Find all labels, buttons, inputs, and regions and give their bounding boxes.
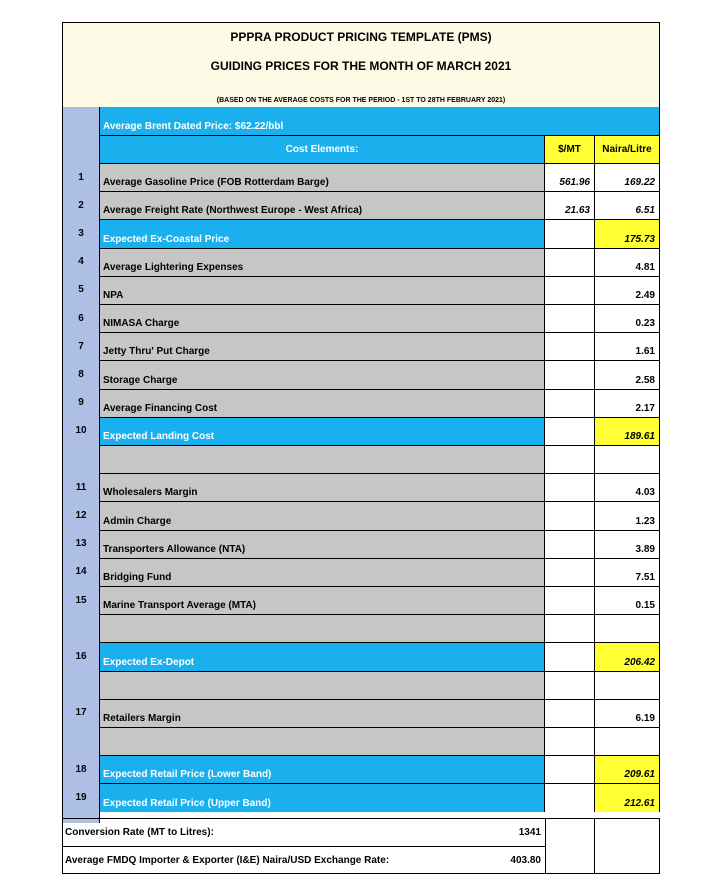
naira-litre-cell-text: 0.15 — [635, 600, 655, 612]
naira-litre-cell-text: 1.23 — [635, 515, 655, 527]
cost-element-label-text: Average Lightering Expenses — [103, 261, 244, 273]
cost-element-label-text: Bridging Fund — [103, 571, 172, 583]
cost-element-label — [100, 755, 545, 783]
cost-element-label — [100, 586, 545, 614]
row-number-text: 6 — [78, 312, 84, 324]
cost-element-label — [100, 530, 545, 558]
usd-mt-cell — [545, 389, 595, 417]
row-number — [62, 276, 100, 304]
naira-litre-cell — [595, 699, 660, 727]
cost-element-label-text: Average Gasoline Price (FOB Rotterdam Barge) — [103, 177, 329, 189]
conversion-rate-label: Conversion Rate (MT to Litres): — [65, 827, 214, 838]
naira-litre-cell-text: 175.73 — [624, 233, 655, 245]
row-number — [62, 445, 100, 473]
usd-mt-cell-text: 561.96 — [559, 177, 590, 189]
cost-element-label-text: Expected Retail Price (Lower Band) — [103, 769, 272, 781]
cost-element-label-text: Expected Landing Cost — [103, 430, 215, 442]
row-number-text: 15 — [75, 594, 87, 606]
row-number — [62, 360, 100, 388]
usd-mt-cell — [545, 783, 595, 811]
row-number — [62, 417, 100, 445]
naira-litre-cell — [595, 501, 660, 529]
cost-element-label-text: Transporters Allowance (NTA) — [103, 543, 246, 555]
usd-mt-cell — [545, 248, 595, 276]
row-number — [62, 219, 100, 247]
cost-element-label-text: NPA — [103, 289, 124, 301]
naira-litre-cell — [595, 530, 660, 558]
page-subtitle — [62, 51, 660, 81]
period-note-text: (BASED ON THE AVERAGE COSTS FOR THE PERIOD - 1ST TO 28TH FEBRUARY 2021) — [216, 97, 506, 104]
cost-element-label-text: Average Freight Rate (Northwest Europe - West Africa) — [103, 205, 363, 217]
column-header-naira-litre-text: Naira/Litre — [602, 144, 652, 155]
usd-mt-cell — [545, 671, 595, 699]
cost-element-label-text: Expected Retail Price (Upper Band) — [103, 797, 271, 809]
page-title-text: PPPRA PRODUCT PRICING TEMPLATE (PMS) — [230, 30, 492, 44]
naira-litre-cell-text: 0.23 — [635, 318, 655, 330]
cost-element-label — [100, 417, 545, 445]
usd-mt-cell — [545, 699, 595, 727]
column-header-usd-mt-text: $/MT — [558, 144, 581, 155]
row-number-text: 8 — [78, 368, 84, 380]
cost-element-label — [100, 360, 545, 388]
cost-element-label — [100, 614, 545, 642]
row-number-text: 11 — [75, 481, 87, 493]
cost-element-label-text: Expected Ex-Coastal Price — [103, 233, 230, 245]
cost-element-label — [100, 783, 545, 811]
row-number — [62, 783, 100, 811]
cost-element-label-text: Jetty Thru' Put Charge — [103, 346, 210, 358]
row-number-text: 12 — [75, 509, 87, 521]
usd-mt-cell — [545, 558, 595, 586]
cost-element-label-text: Expected Ex-Depot — [103, 656, 195, 668]
row-number — [62, 642, 100, 670]
usd-mt-cell — [545, 501, 595, 529]
naira-litre-cell-text: 2.49 — [635, 289, 655, 301]
row-number-text: 1 — [78, 171, 84, 183]
cost-element-label-text: Storage Charge — [103, 374, 178, 386]
naira-litre-cell — [595, 163, 660, 191]
usd-mt-cell — [545, 163, 595, 191]
naira-litre-cell-text: 209.61 — [624, 769, 655, 781]
row-number — [62, 671, 100, 699]
usd-mt-cell — [545, 191, 595, 219]
page-subtitle-text: GUIDING PRICES FOR THE MONTH OF MARCH 2021 — [210, 58, 512, 73]
conversion-rate-row — [62, 818, 545, 846]
cost-element-label — [100, 727, 545, 755]
row-number — [62, 248, 100, 276]
cost-element-label-text: Wholesalers Margin — [103, 487, 198, 499]
usd-mt-cell — [545, 276, 595, 304]
cost-element-label — [100, 191, 545, 219]
naira-litre-cell-text: 2.17 — [635, 402, 655, 414]
footer-blank-naira — [595, 818, 660, 874]
naira-litre-cell-text: 7.51 — [635, 571, 655, 583]
cost-element-label — [100, 501, 545, 529]
row-number — [62, 586, 100, 614]
cost-element-label — [100, 304, 545, 332]
row-number — [62, 699, 100, 727]
naira-litre-cell — [595, 445, 660, 473]
naira-litre-cell — [595, 276, 660, 304]
naira-litre-cell — [595, 332, 660, 360]
exchange-rate-value: 403.80 — [510, 854, 541, 866]
row-number-text: 10 — [75, 425, 87, 437]
column-header-usd-mt — [545, 135, 595, 163]
brent-price-text: Average Brent Dated Price: $62.22/bbl — [103, 121, 284, 132]
naira-litre-cell — [595, 755, 660, 783]
naira-litre-cell-text: 4.81 — [635, 261, 655, 273]
row-number-text: 16 — [75, 650, 87, 662]
naira-litre-cell-text: 212.61 — [624, 797, 655, 809]
row-number — [62, 614, 100, 642]
naira-litre-cell — [595, 304, 660, 332]
cost-element-label-text: Admin Charge — [103, 515, 172, 527]
cost-element-label — [100, 671, 545, 699]
cost-element-label — [100, 445, 545, 473]
cost-element-label-text: Retailers Margin — [103, 712, 181, 724]
naira-litre-cell-text: 4.03 — [635, 487, 655, 499]
usd-mt-cell — [545, 586, 595, 614]
row-number-text: 5 — [78, 284, 84, 296]
usd-mt-cell — [545, 445, 595, 473]
naira-litre-cell — [595, 389, 660, 417]
row-number-text: 14 — [75, 566, 87, 578]
usd-mt-cell — [545, 473, 595, 501]
row-number-text: 4 — [78, 256, 84, 268]
cost-element-label-text: Average Financing Cost — [103, 402, 218, 414]
usd-mt-cell — [545, 417, 595, 445]
naira-litre-cell — [595, 248, 660, 276]
usd-mt-cell — [545, 304, 595, 332]
period-note — [62, 80, 660, 108]
cost-element-label-text: NIMASA Charge — [103, 318, 180, 330]
usd-mt-cell-text: 21.63 — [564, 205, 590, 217]
naira-litre-cell-text: 2.58 — [635, 374, 655, 386]
exchange-rate-row — [62, 846, 545, 874]
naira-litre-cell — [595, 727, 660, 755]
row-number — [62, 755, 100, 783]
naira-litre-cell-text: 169.22 — [624, 177, 655, 189]
naira-litre-cell — [595, 783, 660, 811]
cost-element-label — [100, 163, 545, 191]
naira-litre-cell — [595, 558, 660, 586]
row-number — [62, 304, 100, 332]
row-number-text: 13 — [75, 538, 87, 550]
row-number — [62, 558, 100, 586]
row-number — [62, 530, 100, 558]
cost-element-label — [100, 332, 545, 360]
row-number — [62, 191, 100, 219]
page-title — [62, 22, 660, 52]
column-header-elements-text: Cost Elements: — [285, 144, 359, 155]
conversion-rate-value: 1341 — [518, 827, 541, 838]
usd-mt-cell — [545, 727, 595, 755]
cost-element-label-text: Marine Transport Average (MTA) — [103, 600, 256, 612]
cost-element-label — [100, 389, 545, 417]
naira-litre-cell — [595, 586, 660, 614]
row-number — [62, 332, 100, 360]
row-number-text: 3 — [78, 227, 84, 239]
row-number-text: 2 — [78, 199, 84, 211]
naira-litre-cell-text: 6.19 — [635, 712, 655, 724]
naira-litre-cell-text: 1.61 — [635, 346, 655, 358]
naira-litre-cell — [595, 417, 660, 445]
brent-price-bar — [100, 107, 660, 135]
cost-element-label — [100, 642, 545, 670]
column-header-elements — [100, 135, 545, 163]
usd-mt-cell — [545, 755, 595, 783]
naira-litre-cell — [595, 642, 660, 670]
naira-litre-cell-text: 189.61 — [624, 430, 655, 442]
naira-litre-cell-text: 3.89 — [635, 543, 655, 555]
row-number-text: 9 — [78, 397, 84, 409]
usd-mt-cell — [545, 360, 595, 388]
usd-mt-cell — [545, 530, 595, 558]
cost-element-label — [100, 699, 545, 727]
usd-mt-cell — [545, 219, 595, 247]
naira-litre-cell-text: 206.42 — [624, 656, 655, 668]
column-header-naira-litre — [595, 135, 660, 163]
cost-element-label — [100, 219, 545, 247]
naira-litre-cell — [595, 191, 660, 219]
naira-litre-cell — [595, 614, 660, 642]
row-number — [62, 163, 100, 191]
row-number-text: 17 — [75, 707, 87, 719]
usd-mt-cell — [545, 614, 595, 642]
exchange-rate-label: Average FMDQ Importer & Exporter (I&E) Naira/USD Exchange Rate: — [65, 854, 390, 866]
row-number — [62, 727, 100, 755]
naira-litre-cell — [595, 219, 660, 247]
row-number-text: 7 — [78, 340, 84, 352]
footer-blank-usd — [545, 818, 595, 874]
usd-mt-cell — [545, 332, 595, 360]
row-number — [62, 389, 100, 417]
cost-element-label — [100, 248, 545, 276]
cost-element-label — [100, 473, 545, 501]
cost-element-label — [100, 276, 545, 304]
row-number — [62, 473, 100, 501]
row-number-text: 18 — [75, 763, 87, 775]
row-number — [62, 501, 100, 529]
cost-element-label — [100, 558, 545, 586]
row-number-text: 19 — [75, 791, 87, 803]
naira-litre-cell — [595, 360, 660, 388]
usd-mt-cell — [545, 642, 595, 670]
naira-litre-cell-text: 6.51 — [635, 205, 655, 217]
naira-litre-cell — [595, 473, 660, 501]
naira-litre-cell — [595, 671, 660, 699]
